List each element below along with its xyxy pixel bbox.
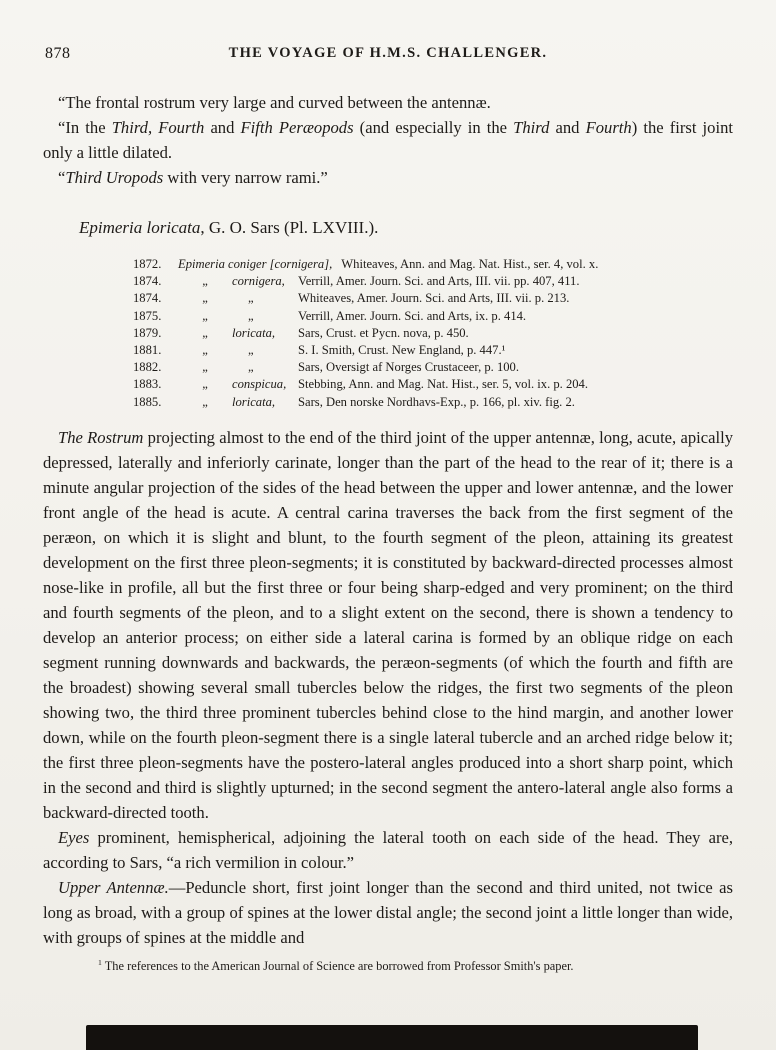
synonymy-reference: Sars, Oversigt af Norges Crustaceer, p. 100. bbox=[298, 360, 519, 375]
synonymy-year: 1875. bbox=[133, 308, 162, 323]
text-run: and bbox=[549, 118, 586, 137]
text-run: , G. O. Sars (Pl. LXVIII.). bbox=[200, 218, 379, 237]
text-run: Third bbox=[513, 118, 550, 137]
text-run: The references to the American Journal of Science are borrowed from Professor Smith's paper. bbox=[101, 958, 574, 973]
text-run: and bbox=[204, 118, 241, 137]
synonymy-reference: Stebbing, Ann. and Mag. Nat. Hist., ser. 5, vol. ix. p. 204. bbox=[298, 377, 588, 392]
text-run: Fourth bbox=[585, 118, 632, 137]
page-header bbox=[43, 44, 733, 64]
quote-paragraph-peraeopods bbox=[43, 115, 733, 165]
quoted-diagnosis-block bbox=[43, 90, 733, 190]
synonymy-row bbox=[133, 256, 733, 273]
text-run: prominent, hemispherical, adjoining the lateral tooth on each side of the head. They are, according to Sars, “a rich vermilion in colour.” bbox=[43, 827, 733, 872]
synonymy-year: 1874. bbox=[133, 291, 162, 306]
synonymy-genus: „ bbox=[202, 291, 208, 306]
synonymy-genus: Epimeria coniger [cornigera], bbox=[178, 257, 333, 271]
synonymy-species: cornigera, bbox=[232, 274, 285, 289]
footnote bbox=[98, 958, 733, 974]
running-head-title: THE VOYAGE OF H.M.S. CHALLENGER. bbox=[228, 45, 548, 61]
text-run: Fifth Peræopods bbox=[240, 118, 354, 137]
text-run: with very narrow rami.” bbox=[163, 168, 328, 187]
synonymy-genus: „ bbox=[202, 325, 208, 340]
species-heading bbox=[43, 217, 733, 239]
synonymy-year: 1882. bbox=[133, 360, 162, 375]
quote-paragraph-uropods bbox=[43, 165, 733, 190]
text-run: (and especially in the bbox=[353, 118, 514, 137]
synonymy-genus: „ bbox=[202, 394, 208, 409]
text-run: “ bbox=[58, 168, 66, 187]
paragraph-rostrum-description bbox=[43, 425, 733, 825]
synonymy-reference: Whiteaves, Ann. and Mag. Nat. Hist., ser. 4, vol. x. bbox=[341, 257, 599, 271]
paragraph-upper-antennae bbox=[43, 875, 733, 950]
synonymy-row bbox=[133, 376, 733, 393]
synonymy-reference: Sars, Crust. et Pycn. nova, p. 450. bbox=[298, 325, 469, 340]
text-run: The Rostrum bbox=[58, 427, 144, 447]
synonymy-row bbox=[133, 359, 733, 376]
synonymy-species: loricata, bbox=[232, 394, 276, 409]
synonymy-genus: „ bbox=[202, 377, 208, 392]
text-run: “The frontal rostrum very large and curved between the antennæ. bbox=[58, 93, 491, 112]
synonymy-species: conspicua, bbox=[232, 377, 287, 392]
synonymy-row bbox=[133, 325, 733, 342]
synonymy-species: „ bbox=[248, 308, 254, 323]
synonymy-genus: „ bbox=[202, 274, 208, 289]
synonymy-row bbox=[133, 290, 733, 307]
paragraph-eyes bbox=[43, 825, 733, 875]
synonymy-genus: „ bbox=[202, 343, 208, 358]
text-run: ) the first joint only a little dilated. bbox=[43, 118, 733, 162]
synonymy-genus: „ bbox=[202, 308, 208, 323]
text-run: Upper Antennæ. bbox=[58, 877, 169, 897]
synonymy-reference: Verrill, Amer. Journ. Sci. and Arts, ix. p. 414. bbox=[298, 308, 527, 323]
synonymy-year: 1883. bbox=[133, 377, 162, 392]
quote-paragraph-rostrum bbox=[43, 90, 733, 115]
text-run: Third, Fourth bbox=[111, 118, 205, 137]
synonymy-species: „ bbox=[248, 343, 254, 358]
text-run: “In the bbox=[58, 118, 112, 137]
synonymy-genus: „ bbox=[202, 360, 208, 375]
synonymy-year: 1881. bbox=[133, 343, 162, 358]
text-run: Eyes bbox=[58, 827, 90, 847]
text-run: Epimeria loricata bbox=[79, 218, 201, 237]
synonymy-list bbox=[133, 256, 733, 411]
synonymy-row bbox=[133, 394, 733, 411]
synonymy-year: 1874. bbox=[133, 274, 162, 289]
synonymy-year: 1885. bbox=[133, 394, 162, 409]
synonymy-row bbox=[133, 308, 733, 325]
text-run: projecting almost to the end of the third joint of the upper antennæ, long, acute, apically depressed, laterally and inferiorly carinate, longer than the part of the head to the rear of it; there is a minute angular projection of the sides of the head between the upper and lower antennæ, and the lower front angle of the head is acute. A central carina traverses the back from the first segment of the peræon, on which it is slight and blunt, to the fourth segment of the pleon, attaining its greatest development on the first three pleon-segments; it is constituted by backward-directed processes almost nose-like in profile, all but the first three or four being sharp-edged and very prominent; on the third and fourth segments of the pleon, and to a slight extent on the second, there is shown a tendency to develop an anterior process; on either side a lateral carina is formed by an oblique ridge on each segment running downwards and backwards, the peræon-segments (of which the fourth and fifth are the broadest) showing several small tubercles below the ridges, the first two segments of the pleon showing two, the third three prominent tubercles behind close to the hind margin, and another lower down, while on the fourth pleon-segment there is a single lateral tubercle and an arched ridge below it; the first three pleon-segments have the postero-lateral angles produced into a short sharp point, which in the second and third is slightly upturned; in the second segment the antero-lateral angle also forms a backward-directed tooth. bbox=[43, 427, 733, 822]
text-run: —Peduncle short, first joint longer than the second and third united, not twice as long as broad, with a group of spines at the lower distal angle; the second joint a little longer than wide, with groups of spines at the middle and bbox=[43, 877, 733, 947]
text-run: 1 bbox=[98, 957, 102, 967]
synonymy-reference: S. I. Smith, Crust. New England, p. 447.¹ bbox=[298, 343, 506, 358]
synonymy-reference: Whiteaves, Amer. Journ. Sci. and Arts, III. vii. p. 213. bbox=[298, 291, 570, 306]
scan-artifact-bar bbox=[86, 1025, 698, 1050]
page-number: 878 bbox=[45, 45, 71, 62]
synonymy-species: „ bbox=[248, 360, 254, 375]
synonymy-row bbox=[133, 273, 733, 290]
synonymy-species: loricata, bbox=[232, 325, 276, 340]
synonymy-reference: Sars, Den norske Nordhavs-Exp., p. 166, pl. xiv. fig. 2. bbox=[298, 394, 575, 409]
text-run: Third Uropods bbox=[65, 168, 164, 187]
synonymy-reference: Verrill, Amer. Journ. Sci. and Arts, III. vii. pp. 407, 411. bbox=[298, 274, 580, 289]
synonymy-row bbox=[133, 342, 733, 359]
synonymy-species: „ bbox=[248, 291, 254, 306]
description-text bbox=[43, 425, 733, 950]
synonymy-year: 1879. bbox=[133, 325, 162, 340]
synonymy-year: 1872. bbox=[133, 257, 162, 271]
